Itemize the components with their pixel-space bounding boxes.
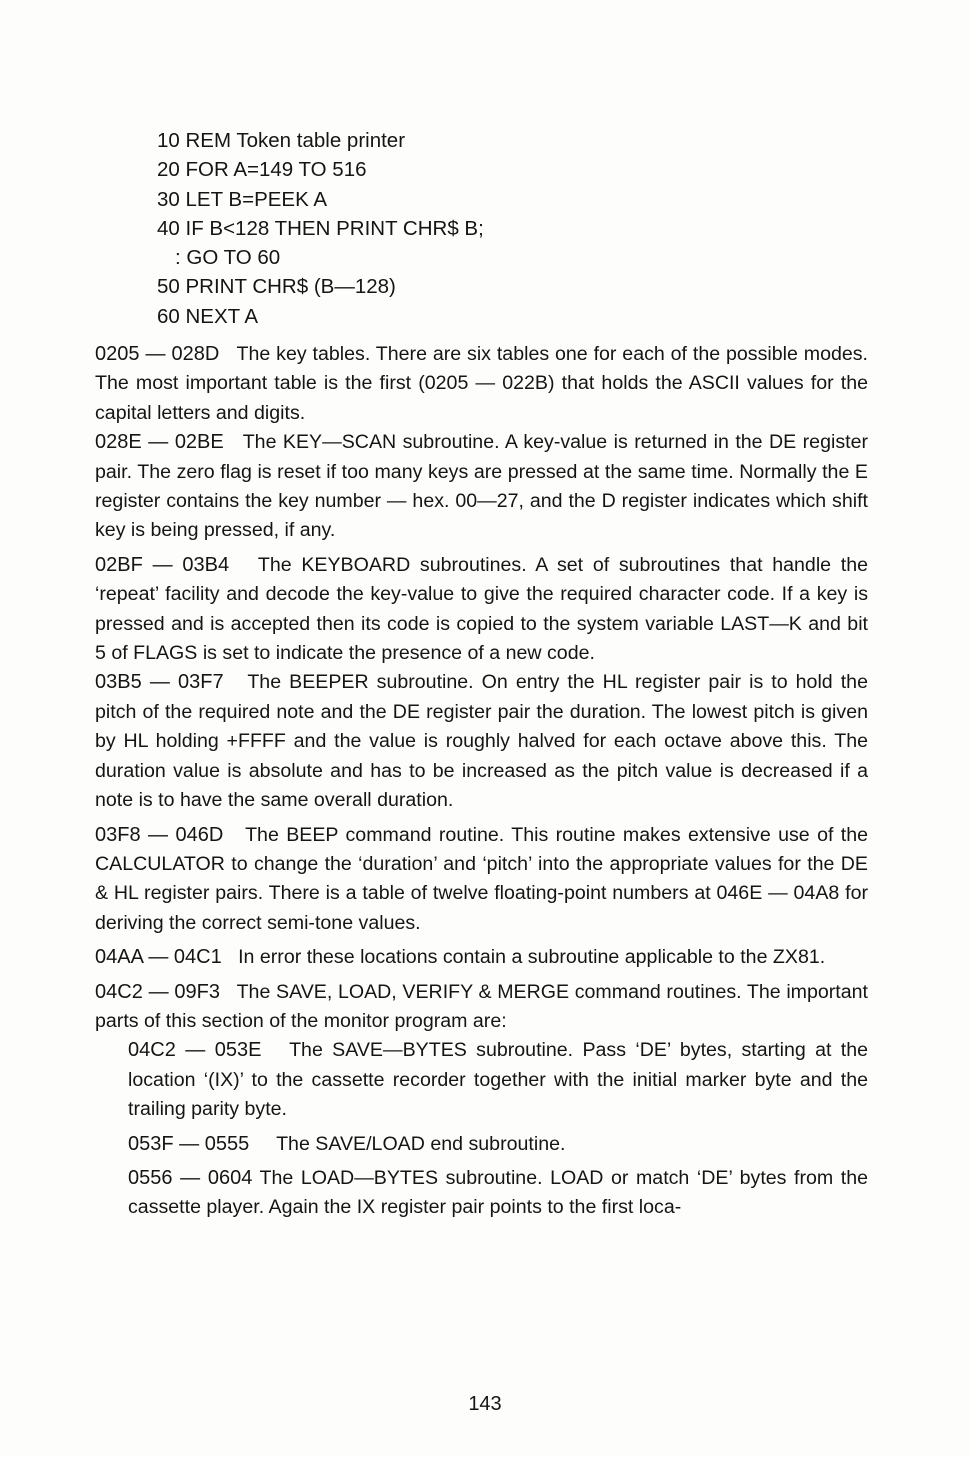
address-range: 03F8 — 046D xyxy=(95,823,224,846)
entry-description: The SAVE/LOAD end subroutine. xyxy=(276,1132,566,1155)
address-range: 053F — 0555 xyxy=(128,1132,250,1155)
memory-entry xyxy=(95,943,868,972)
address-range: 0205 — 028D xyxy=(95,343,220,365)
entry-description: The SAVE, LOAD, VERIFY & MERGE command routines. The important parts of this section of the monitor program are: xyxy=(95,980,868,1032)
code-line: 50 PRINT CHR$ (B—128) xyxy=(157,275,396,299)
code-line: : GO TO 60 xyxy=(175,246,281,270)
page-number: 143 xyxy=(468,1393,502,1415)
memory-entry xyxy=(95,428,868,546)
entry-description: The SAVE—BYTES subroutine. Pass ‘DE’ bytes, starting at the location ‘(IX)’ to the cassette recorder together with the initial marker byte and the trailing parity byte. xyxy=(128,1039,868,1121)
entry-description: The KEYBOARD subroutines. A set of subroutines that handle the ‘repeat’ facility and decode the key-value to give the required character code. If a key is pressed and is accepted then its code is copied to the system variable LAST—K and bit 5 of FLAGS is set to indicate the presence of a new code. xyxy=(95,553,869,665)
code-line: 40 IF B<128 THEN PRINT CHR$ B; xyxy=(157,216,484,240)
memory-entry xyxy=(95,551,868,669)
address-range: 04C2 — 09F3 xyxy=(95,980,220,1003)
entry-description: The BEEP command routine. This routine makes extensive use of the CALCULATOR to change the ‘duration’ and ‘pitch’ into the appropriate values for the DE & HL register pairs. There is a table of twelve floating-point numbers at 046E — 04A8 for deriving the correct semi-tone values. xyxy=(95,823,869,934)
memory-subentry xyxy=(128,1036,868,1124)
body-text xyxy=(95,340,868,1228)
memory-subentry xyxy=(128,1164,868,1223)
address-range: 03B5 — 03F7 xyxy=(95,671,224,694)
memory-entry xyxy=(95,668,868,815)
code-line: 30 LET B=PEEK A xyxy=(157,187,327,211)
address-range: 04C2 — 053E xyxy=(128,1039,262,1062)
entry-description: The BEEPER subroutine. On entry the HL register pair is to hold the pitch of the required note and the DE register pair the duration. The lowest pitch is given by HL holding +FFFF and the value is roughly halved for each octave above this. The duration value is absolute and has to be increased as the pitch value is decreased if a note is to have the same overall duration. xyxy=(95,671,868,812)
entry-description: The key tables. There are six tables one for each of the possible modes. The most important table is the first (0205 — 022B) that holds the ASCII values for the capital letters and digits. xyxy=(95,343,868,424)
code-line: 60 NEXT A xyxy=(157,304,259,328)
entry-description: The KEY—SCAN subroutine. A key-value is returned in the DE register pair. The zero flag is reset if too many keys are pressed at the same time. Normally the E register contains the key number — hex. 00—27, and the D register indicates which shift key is being pressed, if any. xyxy=(95,431,868,542)
code-line: 20 FOR A=149 TO 516 xyxy=(157,158,367,182)
address-range: 04AA — 04C1 xyxy=(95,946,222,969)
code-line: 10 REM Token table printer xyxy=(157,129,406,152)
memory-entry xyxy=(95,978,868,1037)
memory-entry xyxy=(95,821,868,939)
entry-description: The LOAD—BYTES subroutine. LOAD or match ‘DE’ bytes from the cassette player. Again the IX register pair points to the first loca- xyxy=(128,1166,868,1219)
memory-subentry xyxy=(128,1130,868,1159)
entry-description: In error these locations contain a subroutine applicable to the ZX81. xyxy=(238,946,826,969)
address-range: 0556 — 0604 xyxy=(128,1166,253,1189)
address-range: 028E — 02BE xyxy=(95,431,224,454)
address-range: 02BF — 03B4 xyxy=(95,553,230,576)
basic-listing xyxy=(157,126,484,331)
memory-entry xyxy=(95,340,868,428)
